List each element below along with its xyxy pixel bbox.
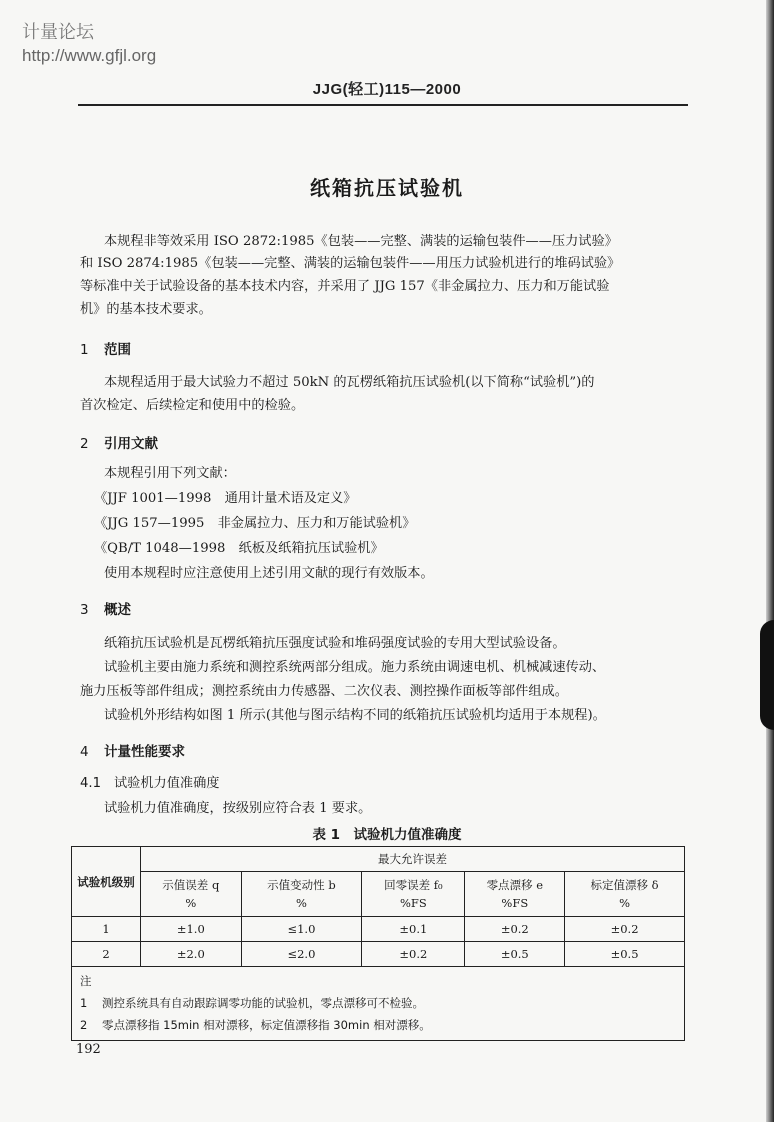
subsection-heading	[80, 774, 220, 794]
section-title: 概述	[104, 602, 131, 618]
watermark-url[interactable]: http://www.gfjl.org	[22, 46, 157, 65]
column-header	[465, 872, 565, 917]
group-header: 最大允许误差	[141, 847, 685, 872]
standard-code: JJG(轻工)115—2000	[312, 81, 462, 98]
note-item	[80, 1014, 676, 1036]
table-caption: 表 1 试验机力值准确度	[312, 827, 462, 843]
table-notes-row	[72, 967, 685, 1041]
value-cell: ±0.2	[465, 917, 565, 942]
section-number: 4	[80, 744, 89, 760]
value-cell: ±0.5	[465, 942, 565, 967]
value-cell: ±0.1	[362, 917, 465, 942]
subsection-text: 试验机力值准确度，按级别应符合表 1 要求。	[104, 801, 372, 816]
note-text: 测控系统具有自动跟踪调零功能的试验机，零点漂移可不检验。	[102, 996, 424, 1010]
table-row	[72, 917, 685, 942]
note-number: 2	[80, 1018, 88, 1032]
column-header-row	[72, 872, 685, 917]
section-title: 范围	[104, 342, 131, 358]
intro-line: 等标准中关于试验设备的基本技术内容，并采用了 JJG 157《非金属拉力、压力和万能试验	[80, 279, 610, 294]
column-name: 示值变动性 b	[267, 878, 336, 892]
reference-item: 《JJF 1001—1998 通用计量术语及定义》	[94, 491, 357, 506]
column-name: 零点漂移 e	[486, 878, 544, 892]
value-cell: ±0.2	[362, 942, 465, 967]
value-cell: ±0.2	[565, 917, 685, 942]
subsection-title: 试验机力值准确度	[114, 776, 220, 791]
column-header	[141, 872, 242, 917]
subsection-number: 4.1	[80, 776, 101, 791]
grade-cell: 1	[72, 917, 141, 942]
section-heading-references	[80, 432, 158, 452]
column-header	[362, 872, 465, 917]
column-name: 标定值漂移 δ	[590, 878, 659, 892]
intro-line: 本规程非等效采用 ISO 2872:1985《包装——完整、满装的运输包装件——压力试验》	[104, 234, 618, 249]
scope-line: 本规程适用于最大试验力不超过 50kN 的瓦楞纸箱抗压试验机(以下简称“试验机”)的	[104, 375, 595, 390]
column-unit: %	[619, 896, 631, 910]
grade-cell: 2	[72, 942, 141, 967]
reference-item: 《QB/T 1048—1998 纸板及纸箱抗压试验机》	[94, 541, 384, 556]
column-unit: %	[295, 896, 307, 910]
column-unit: %FS	[399, 896, 427, 910]
section-title: 引用文献	[104, 436, 158, 452]
column-header	[241, 872, 362, 917]
note-number: 1	[80, 996, 88, 1010]
page-number: 192	[76, 1042, 101, 1057]
notes-title: 注	[80, 974, 92, 988]
overview-line: 试验机主要由施力系统和测控系统两部分组成。施力系统由调速电机、机械减速传动、	[104, 660, 606, 675]
column-header	[565, 872, 685, 917]
grade-header: 试验机级别	[72, 847, 141, 917]
column-unit: %	[185, 896, 197, 910]
section-heading-overview	[80, 598, 131, 618]
reference-item: 《JJG 157—1995 非金属拉力、压力和万能试验机》	[94, 516, 416, 531]
column-name: 回零误差 f₀	[384, 878, 443, 892]
page-binding-edge	[766, 0, 774, 1122]
table-notes	[72, 967, 685, 1041]
section-heading-metrology	[80, 740, 185, 760]
watermark-site-name: 计量论坛	[22, 22, 94, 43]
section-number: 2	[80, 436, 89, 452]
binding-shadow	[760, 620, 774, 730]
section-number: 1	[80, 342, 89, 358]
document-title: 纸箱抗压试验机	[310, 176, 464, 200]
overview-line: 试验机外形结构如图 1 所示(其他与图示结构不同的纸箱抗压试验机均适用于本规程)。	[104, 708, 606, 723]
table-row	[72, 942, 685, 967]
note-item	[80, 992, 676, 1014]
header-rule	[78, 104, 688, 106]
value-cell: ±1.0	[141, 917, 242, 942]
column-unit: %FS	[501, 896, 529, 910]
value-cell: ≤2.0	[241, 942, 362, 967]
references-note: 使用本规程时应注意使用上述引用文献的现行有效版本。	[104, 566, 434, 581]
value-cell: ±2.0	[141, 942, 242, 967]
accuracy-table	[71, 846, 685, 1041]
section-heading-scope	[80, 338, 131, 358]
section-title: 计量性能要求	[104, 744, 185, 760]
section-number: 3	[80, 602, 89, 618]
note-text: 零点漂移指 15min 相对漂移，标定值漂移指 30min 相对漂移。	[102, 1018, 431, 1032]
intro-line: 机》的基本技术要求。	[80, 302, 212, 317]
scope-line: 首次检定、后续检定和使用中的检验。	[80, 398, 305, 413]
references-intro: 本规程引用下列文献：	[104, 466, 236, 481]
column-name: 示值误差 q	[162, 878, 220, 892]
value-cell: ±0.5	[565, 942, 685, 967]
value-cell: ≤1.0	[241, 917, 362, 942]
overview-line: 纸箱抗压试验机是瓦楞纸箱抗压强度试验和堆码强度试验的专用大型试验设备。	[104, 636, 566, 651]
overview-line: 施力压板等部件组成；测控系统由力传感器、二次仪表、测控操作面板等部件组成。	[80, 684, 568, 699]
intro-line: 和 ISO 2874:1985《包装——完整、满装的运输包装件——用压力试验机进行的堆码试验》	[80, 256, 621, 271]
